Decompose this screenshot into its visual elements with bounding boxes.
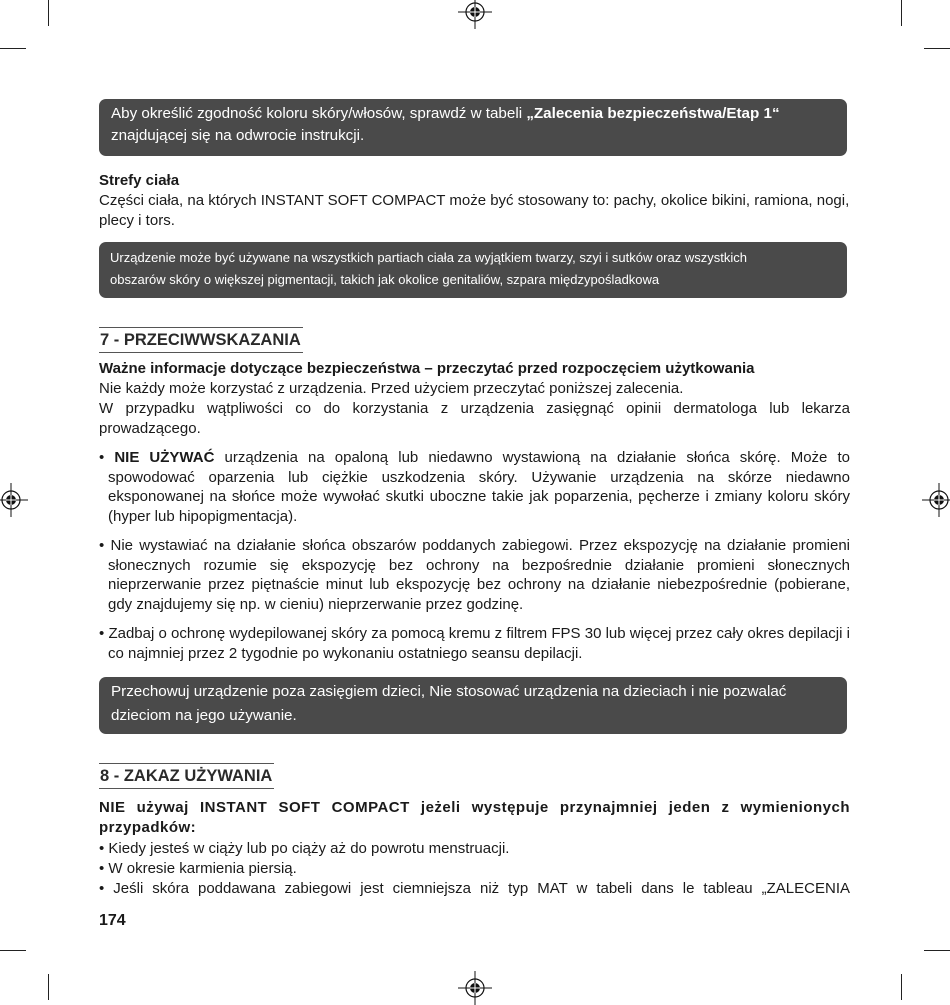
note-bold-reference: „Zalecenia bezpieczeństwa/Etap 1“ — [526, 105, 780, 122]
crop-mark-bottom-right-h — [924, 950, 950, 951]
bullet-text: Nie wystawiać na działanie słońca obszarów poddanych zabiegowi. Przez ekspozycję na działanie promieni słonecznych rozumie się ekspozycję bez ochrony na bezpośrednie działanie promieni słonecznych nieprzerwanie przez piętnaście minut lub ekspozycję bez ochrony na działanie niebezpośrednie (pobierane, gdy znajdujemy się np. w cieniu) nieprzerwanie przez godzinę. — [108, 537, 850, 613]
crop-mark-bottom-right-v — [901, 974, 902, 1000]
section8-list — [99, 839, 850, 899]
section-title-prohibition: 8 - ZAKAZ UŻYWANIA — [99, 763, 274, 789]
crop-mark-top-left-h — [0, 48, 26, 49]
section7-intro-line: W przypadku wątpliwości co do korzystania z urządzenia zasięgnąć opinii dermatologa lub lekarza prowadzącego. — [99, 400, 850, 437]
note-children-warning — [99, 677, 847, 734]
bullet-text: urządzenia na opaloną lub niedawno wystawioną na działanie słońca skórę. Może to spowodować oparzenia lub ciężkie uszkodzenia skóry. Używanie urządzenia na skórze niedawno eksponowanej na słońce może wywołać skutki uboczne takie jak poparzenia, pęcherze i zmiany koloru skóry (hyper lub hipopigmentacja). — [108, 449, 850, 525]
section7-intro-line: Nie każdy może korzystać z urządzenia. Przed użyciem przeczytać poniższej zalecenia. — [99, 380, 684, 397]
note-text-continued: znajdującej się na odwrocie instrukcji. — [111, 127, 365, 144]
list-item: • Kiedy jesteś w ciąży lub po ciąży aż do powrotu menstruacji. — [99, 840, 510, 857]
bullet-bold-lead: NIE UŻYWAĆ — [114, 449, 215, 466]
note-text: Aby określić zgodność koloru skóry/włosów, sprawdź w tabeli — [111, 105, 527, 122]
crop-mark-bottom-left-v — [48, 974, 49, 1000]
note-line: Przechowuj urządzenie poza zasięgiem dzieci, Nie stosować urządzenia na dzieciach i nie pozwalać — [111, 683, 787, 700]
bullet-item: • Nie wystawiać na działanie słońca obszarów poddanych zabiegowi. Przez ekspozycję na działanie promieni słonecznych rozumie się ekspozycję bez ochrony na bezpośrednie działanie promieni słonecznych nieprzerwanie przez piętnaście minut lub ekspozycję bez ochrony na działanie niebezpośrednie (pobierane, gdy znajdujemy się np. w cieniu) nieprzerwanie przez godzinę. — [99, 537, 850, 613]
registration-mark-icon — [0, 483, 28, 517]
bullet-item: • NIE UŻYWAĆ urządzenia na opaloną lub niedawno wystawioną na działanie słońca skórę. Może to spowodować oparzenia lub ciężkie uszkodzenia skóry. Używanie urządzenia na skórze niedawno eksponowanej na słońce może wywołać skutki uboczne takie jak poparzenia, pęcherze i zmiany koloru skóry (hyper lub hipopigmentacja). — [99, 449, 850, 525]
section8-intro — [99, 798, 850, 838]
note-skin-color-check — [99, 99, 847, 156]
section7-subtitle: Ważne informacje dotyczące bezpieczeństwa – przeczytać przed rozpoczęciem użytkowania — [99, 360, 755, 377]
body-zones-text: Części ciała, na których INSTANT SOFT COMPACT może być stosowany to: pachy, okolice bikini, ramiona, nogi, plecy i tors. — [99, 192, 850, 229]
crop-mark-top-right-h — [924, 48, 950, 49]
crop-mark-top-left-v — [48, 0, 49, 26]
section-title-contraindications: 7 - PRZECIWWSKAZANIA — [99, 327, 303, 353]
page-number: 174 — [99, 912, 126, 929]
list-item: • W okresie karmienia piersią. — [99, 860, 297, 877]
bullet-item: • Zadbaj o ochronę wydepilowanej skóry za pomocą kremu z filtrem FPS 30 lub więcej przez cały okres depilacji i co najmniej przez 2 tygodnie po wykonaniu ostatniego seansu depilacji. — [99, 625, 850, 662]
registration-mark-icon — [922, 483, 950, 517]
list-item: • Jeśli skóra poddawana zabiegowi jest ciemniejsza niż typ MAT w tabeli dans le tableau „ZALECENIA — [99, 880, 850, 897]
note-line: obszarów skóry o większej pigmentacji, takich jak okolice genitaliów, szpara międzypośladkowa — [110, 272, 660, 287]
note-line: dzieciom na jego używanie. — [111, 707, 297, 724]
body-zones-block — [99, 171, 850, 231]
crop-mark-bottom-left-h — [0, 950, 26, 951]
section7-intro — [99, 359, 850, 439]
bullet-text: Zadbaj o ochronę wydepilowanej skóry za pomocą kremu z filtrem FPS 30 lub więcej przez cały okres depilacji i co najmniej przez 2 tygodnie po wykonaniu ostatniego seansu depilacji. — [108, 625, 850, 662]
note-line: Urządzenie może być używane na wszystkich partiach ciała za wyjątkiem twarzy, szyi i sutków oraz wszystkich — [110, 250, 747, 265]
section8-intro-bold: NIE używaj INSTANT SOFT COMPACT jeżeli występuje przynajmniej jeden z wymienionych przypadków: — [99, 799, 850, 836]
crop-mark-top-right-v — [901, 0, 902, 26]
note-body-zones — [99, 242, 847, 298]
registration-mark-icon — [458, 0, 492, 29]
body-zones-heading: Strefy ciała — [99, 172, 180, 189]
